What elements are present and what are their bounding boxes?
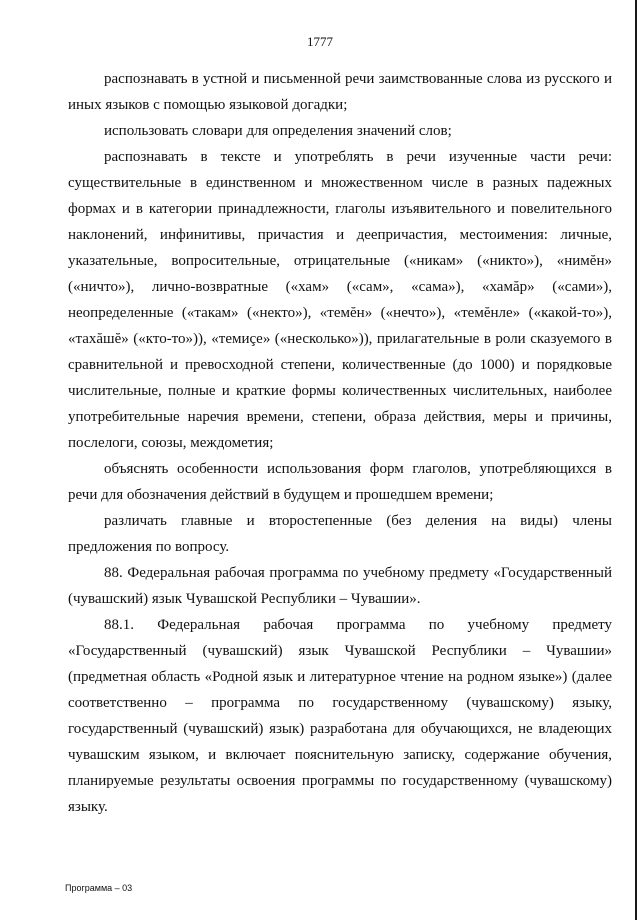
paragraph-verb-forms: объяснять особенности использования форм глаголов, употребляющихся в речи для обозначения действий в будущем и прошедшем времени; [68, 461, 612, 503]
paragraph-loanwords: распознавать в устной и письменной речи заимствованные слова из русского и иных языков с помощью языковой догадки; [68, 71, 612, 113]
paragraph-parts-of-speech: распознавать в тексте и употреблять в речи изученные части речи: существительные в единственном и множественном числе в разных падежных формах и в категории принадлежности, глаголы изъявительного и повелительного наклонений, инфинитивы, причастия и деепричастия, местоимения: личные, указательные, вопросительные, отрицательные («никам» («никто»), «нимĕн» («ничто»), лично-возвратные («хам» («сам», «сама»), «хамăр» («сами»), неопределенные («такам» («некто»), «темĕн» («нечто»), «темĕнле» («какой-то»), «тахăшĕ» («кто-то»)), «темиçе» («несколько»)), прилагательные в роли сказуемого в сравнительной и превосходной степени, количественные (до 1000) и порядковые числительные, полные и краткие формы количественных числительных, наиболее употребительные наречия времени, степени, образа действия, меры и причины, послелоги, союзы, междометия; [68, 149, 612, 451]
page-number: 1777 [307, 34, 333, 49]
paragraph-sentence-members: различать главные и второстепенные (без деления на виды) члены предложения по вопросу. [68, 513, 612, 555]
paragraph-section-88-1: 88.1. Федеральная рабочая программа по учебному предмету «Государственный (чувашский) язык Чувашской Республики – Чувашии» (предметная область «Родной язык и литературное чтение на родном языке») (далее соответственно – программа по государственному (чувашскому) языку, государственный (чувашский) язык) разработана для обучающихся, не владеющих чувашским языком, и включает пояснительную записку, содержание обучения, планируемые результаты освоения программы по государственному (чувашскому) языку. [68, 617, 612, 815]
paragraph-section-88: 88. Федеральная рабочая программа по учебному предмету «Государственный (чувашский) язык Чувашской Республики – Чувашии». [68, 565, 612, 607]
paragraph-dictionaries: использовать словари для определения значений слов; [104, 123, 452, 139]
document-body [68, 66, 612, 820]
scan-edge [635, 0, 637, 920]
footer-label: Программа – 03 [65, 883, 133, 893]
